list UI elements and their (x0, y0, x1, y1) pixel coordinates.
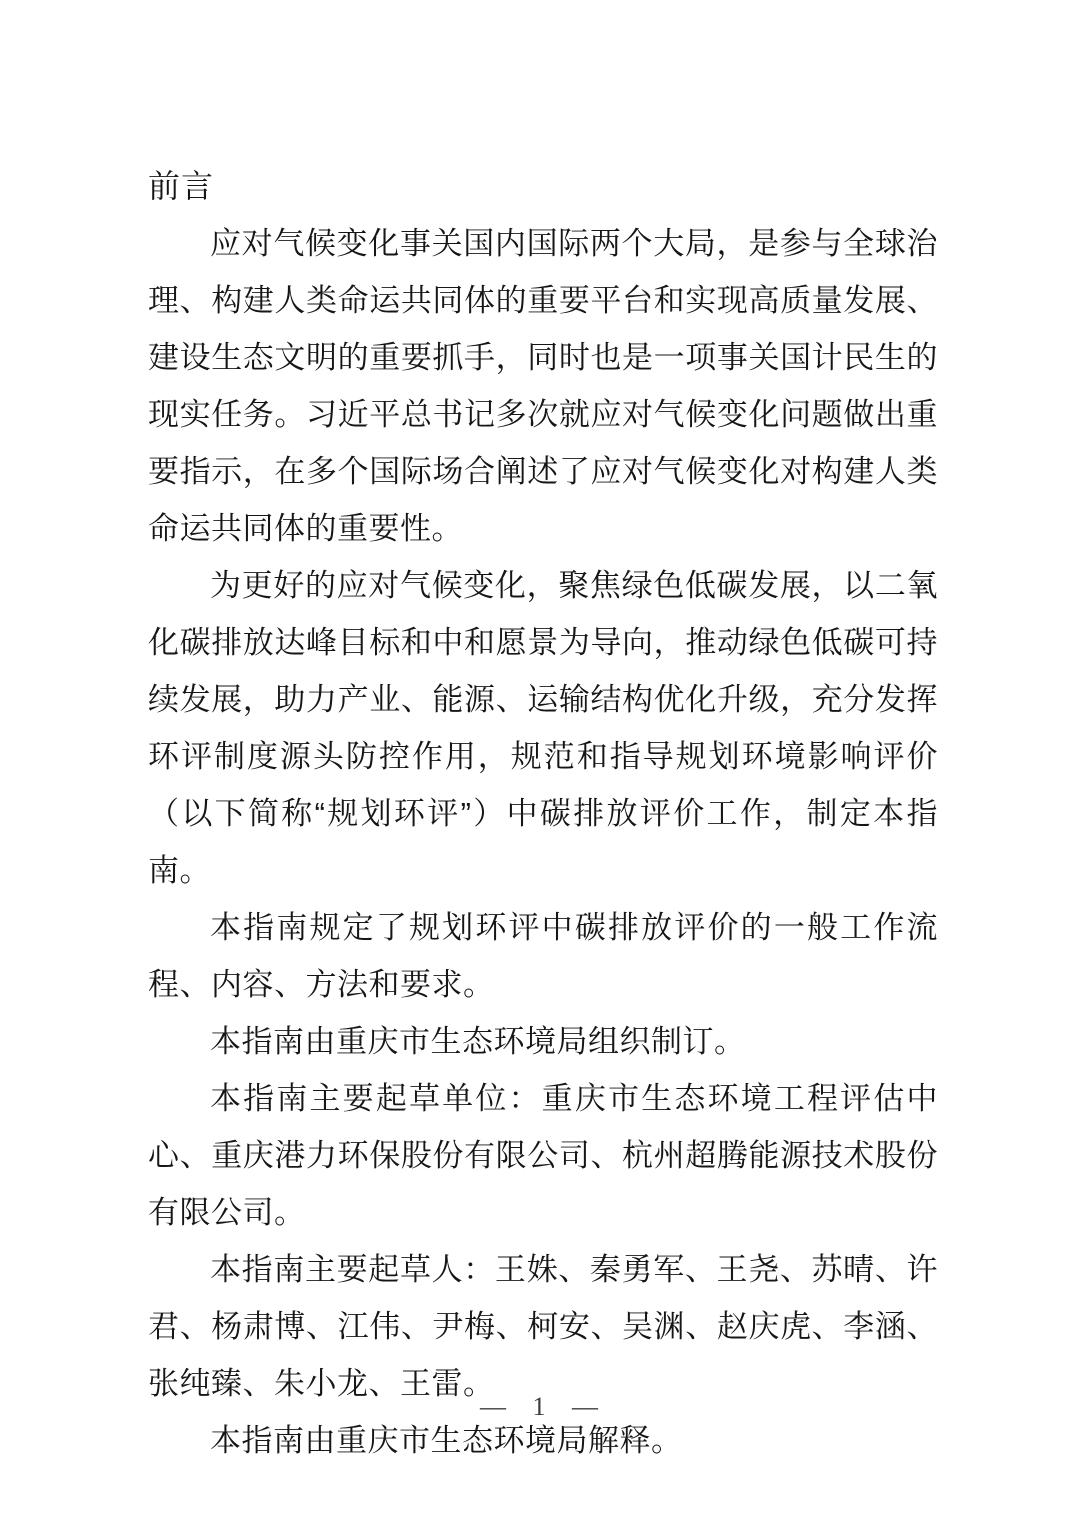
paragraph: 本指南由重庆市生态环境局解释。 (210, 1423, 683, 1458)
paragraph: 本指南主要起草人：王姝、秦勇军、王尧、苏晴、许君、杨肃博、江伟、尹梅、柯安、吴渊、赵庆虎、李涵、张纯臻、朱小龙、王雷。 (148, 1252, 938, 1401)
page-title: 前言 (148, 168, 215, 204)
paragraph: 本指南由重庆市生态环境局组织制订。 (210, 1024, 746, 1059)
page-number: — 1 — (480, 1392, 600, 1421)
paragraph: 本指南规定了规划环评中碳排放评价的一般工作流程、内容、方法和要求。 (148, 910, 938, 1002)
paragraph: 本指南主要起草单位：重庆市生态环境工程评估中心、重庆港力环保股份有限公司、杭州超腾能源技术股份有限公司。 (148, 1081, 938, 1230)
page-footer (0, 1392, 1080, 1422)
paragraphs-container (148, 215, 938, 1469)
document-content (148, 158, 938, 1469)
paragraph: 为更好的应对气候变化，聚焦绿色低碳发展，以二氧化碳排放达峰目标和中和愿景为导向，推动绿色低碳可持续发展，助力产业、能源、运输结构优化升级，充分发挥环评制度源头防控作用，规范和指导规划环境影响评价（以下简称“规划环评”）中碳排放评价工作，制定本指南。 (148, 568, 938, 888)
paragraph: 应对气候变化事关国内国际两个大局，是参与全球治理、构建人类命运共同体的重要平台和实现高质量发展、建设生态文明的重要抓手，同时也是一项事关国计民生的现实任务。习近平总书记多次就应对气候变化问题做出重要指示，在多个国际场合阐述了应对气候变化对构建人类命运共同体的重要性。 (148, 226, 938, 546)
